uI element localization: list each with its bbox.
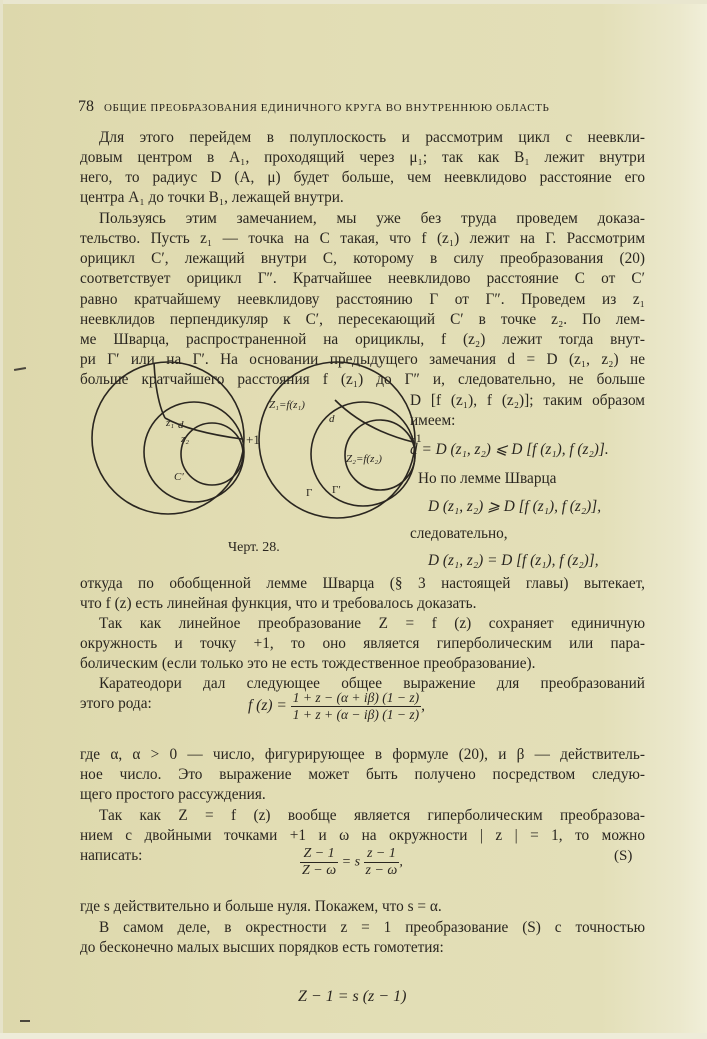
horocycle-c-prime	[181, 423, 243, 485]
text-line: Для этого перейдем в полуплоскость и рассмотрим цикл с неевкли-	[99, 129, 645, 146]
formula-lhs: f (z) =	[248, 697, 287, 715]
horocycle-diagram	[80, 370, 422, 530]
text-line: него, то радиус D (A, μ) будет больше, чем неевклидово расстояние его	[80, 169, 645, 186]
formula-comma: ,	[421, 697, 425, 715]
text-line: имеем:	[410, 412, 456, 429]
text-line: равно кратчайшему неевклидову расстоянию Γ от Γ″. Проведем из z₁	[80, 291, 645, 308]
text-line: Так как Z = f (z) вообще является гиперболическим преобразова-	[99, 807, 645, 824]
figure-caption: Черт. 28.	[228, 540, 280, 555]
text-line: тельство. Пусть z₁ — точка на C такая, что f (z₁) лежит на Γ. Рассмотрим	[80, 230, 645, 247]
label-d-right: d	[329, 413, 335, 425]
text-line: довым центром в A₁, проходящий через μ₁; так как B₁ лежит внутри	[80, 149, 645, 166]
formula-s-comma: ,	[399, 854, 403, 870]
text-line: где s действительно и больше нуля. Покажем, что s = α.	[80, 898, 442, 915]
running-head	[78, 98, 549, 116]
formula-numerator: 1 + z − (α + iβ) (1 − z)	[292, 690, 420, 705]
text-line: что f (z) есть линейная функция, что и требовалось доказать.	[80, 595, 477, 612]
scan-speck	[20, 1020, 30, 1022]
text-line: окружность и точку +1, то оно является гиперболическим или пара-	[80, 635, 645, 652]
text-line: откуда по обобщенной лемме Шварца (§ 3 настоящей главы) вытекает,	[80, 575, 645, 592]
label-Z2: Z₂=f(z₂)	[346, 453, 382, 465]
label-d: d	[178, 419, 184, 431]
formula-s-equals: = s	[341, 854, 361, 870]
text-line: соответствует орицикл Γ″. Кратчайшее неевклидово расстояние C от C′	[80, 270, 645, 287]
text-line: орицикл C′, лежащий внутри C, которому в силу преобразования (20)	[80, 250, 645, 267]
text-line: щего простого рассуждения.	[80, 786, 266, 803]
text-line: неевклидов перпендикуляр к C′, пересекающий C′ в точке z₂. По лем-	[80, 311, 645, 328]
label-z1: z₁	[166, 417, 175, 429]
figure-28	[80, 370, 422, 535]
formula-s-lhs	[300, 846, 338, 879]
formula-s-rhs	[364, 846, 400, 879]
text-line: В самом деле, в окрестности z = 1 преобразование (S) с точностью	[99, 919, 645, 936]
running-title: ОБЩИЕ ПРЕОБРАЗОВАНИЯ ЕДИНИЧНОГО КРУГА ВО ВНУТРЕННЮЮ ОБЛАСТЬ	[104, 102, 550, 114]
text-line: Но по лемме Шварца	[418, 470, 557, 487]
formula-s	[300, 846, 403, 879]
label-plus-one-right: +1	[409, 431, 422, 445]
unit-circle-left	[92, 362, 244, 514]
text-line: где α, α > 0 — число, фигурирующее в формуле (20), и β — действитель-	[80, 746, 645, 763]
label-Z1: Z₁=f(z₁)	[269, 399, 305, 411]
text-line: этого рода:	[80, 695, 152, 712]
label-plus-one-left: +1	[246, 432, 260, 447]
formula-fraction	[291, 690, 421, 723]
text-line: центра A₁ до точки B₁, лежащей внутри.	[80, 189, 344, 206]
text-line: Каратеодори дал следующее общее выражение для преобразований	[99, 675, 645, 692]
geodesic-left-top	[154, 363, 165, 418]
formula-s-lhs-num: Z − 1	[300, 846, 338, 863]
formula-s-lhs-den: Z − ω	[302, 863, 337, 878]
text-line: нием с двойными точками +1 и ω на окружности | z | = 1, то можно	[80, 827, 645, 844]
formula-denominator: 1 + z + (α − iβ) (1 − z)	[292, 707, 420, 722]
formula-s-rhs-den: z − ω	[365, 863, 398, 878]
text-line: следовательно,	[410, 525, 508, 542]
text-line: написать:	[80, 847, 143, 864]
homothety-formula: Z − 1 = s (z − 1)	[298, 988, 407, 1005]
caratheodory-formula	[248, 690, 425, 723]
text-line: ри Γ′ или на Γ′. На основании предыдущего замечания d = D (z₁, z₂) не	[80, 351, 645, 368]
text-line: ное число. Это выражение может быть получено посредством следую-	[80, 766, 645, 783]
text-line: Так как линейное преобразование Z = f (z) сохраняет единичную	[99, 615, 645, 632]
equality-formula: D (z₁, z₂) = D [f (z₁), f (z₂)],	[428, 552, 599, 569]
label-z2: z₂	[181, 433, 190, 445]
equation-label-s: (S)	[614, 848, 633, 864]
text-line: D [f (z₁), f (z₂)]; таким образом	[410, 392, 645, 409]
text-line: до бесконечно малых высших порядков есть гомотетия:	[80, 939, 444, 956]
horocycle-c	[144, 402, 244, 502]
scan-speck	[14, 367, 26, 371]
page-number: 78	[78, 98, 94, 115]
label-gamma: Γ	[306, 487, 313, 499]
schwarz-inequality-formula: D (z₁, z₂) ⩾ D [f (z₁), f (z₂)],	[428, 498, 602, 515]
text-line: ме Шварца, распространенной на орициклы, f (z₂) лежит тогда внут-	[80, 331, 645, 348]
text-line: Пользуясь этим замечанием, мы уже без труда проведем доказа-	[99, 210, 645, 227]
text-line: болическим (если только это не есть тождественное преобразование).	[80, 655, 536, 672]
label-gamma-prime: Γ′	[332, 484, 341, 496]
inequality-formula: d = D (z₁, z₂) ⩽ D [f (z₁), f (z₂)].	[410, 441, 609, 458]
label-c-prime: C′	[174, 471, 184, 483]
text-line: больше кратчайшего расстояния f (z₁) до Γ″ и, следовательно, не больше	[80, 371, 645, 388]
formula-s-rhs-num: z − 1	[364, 846, 400, 863]
